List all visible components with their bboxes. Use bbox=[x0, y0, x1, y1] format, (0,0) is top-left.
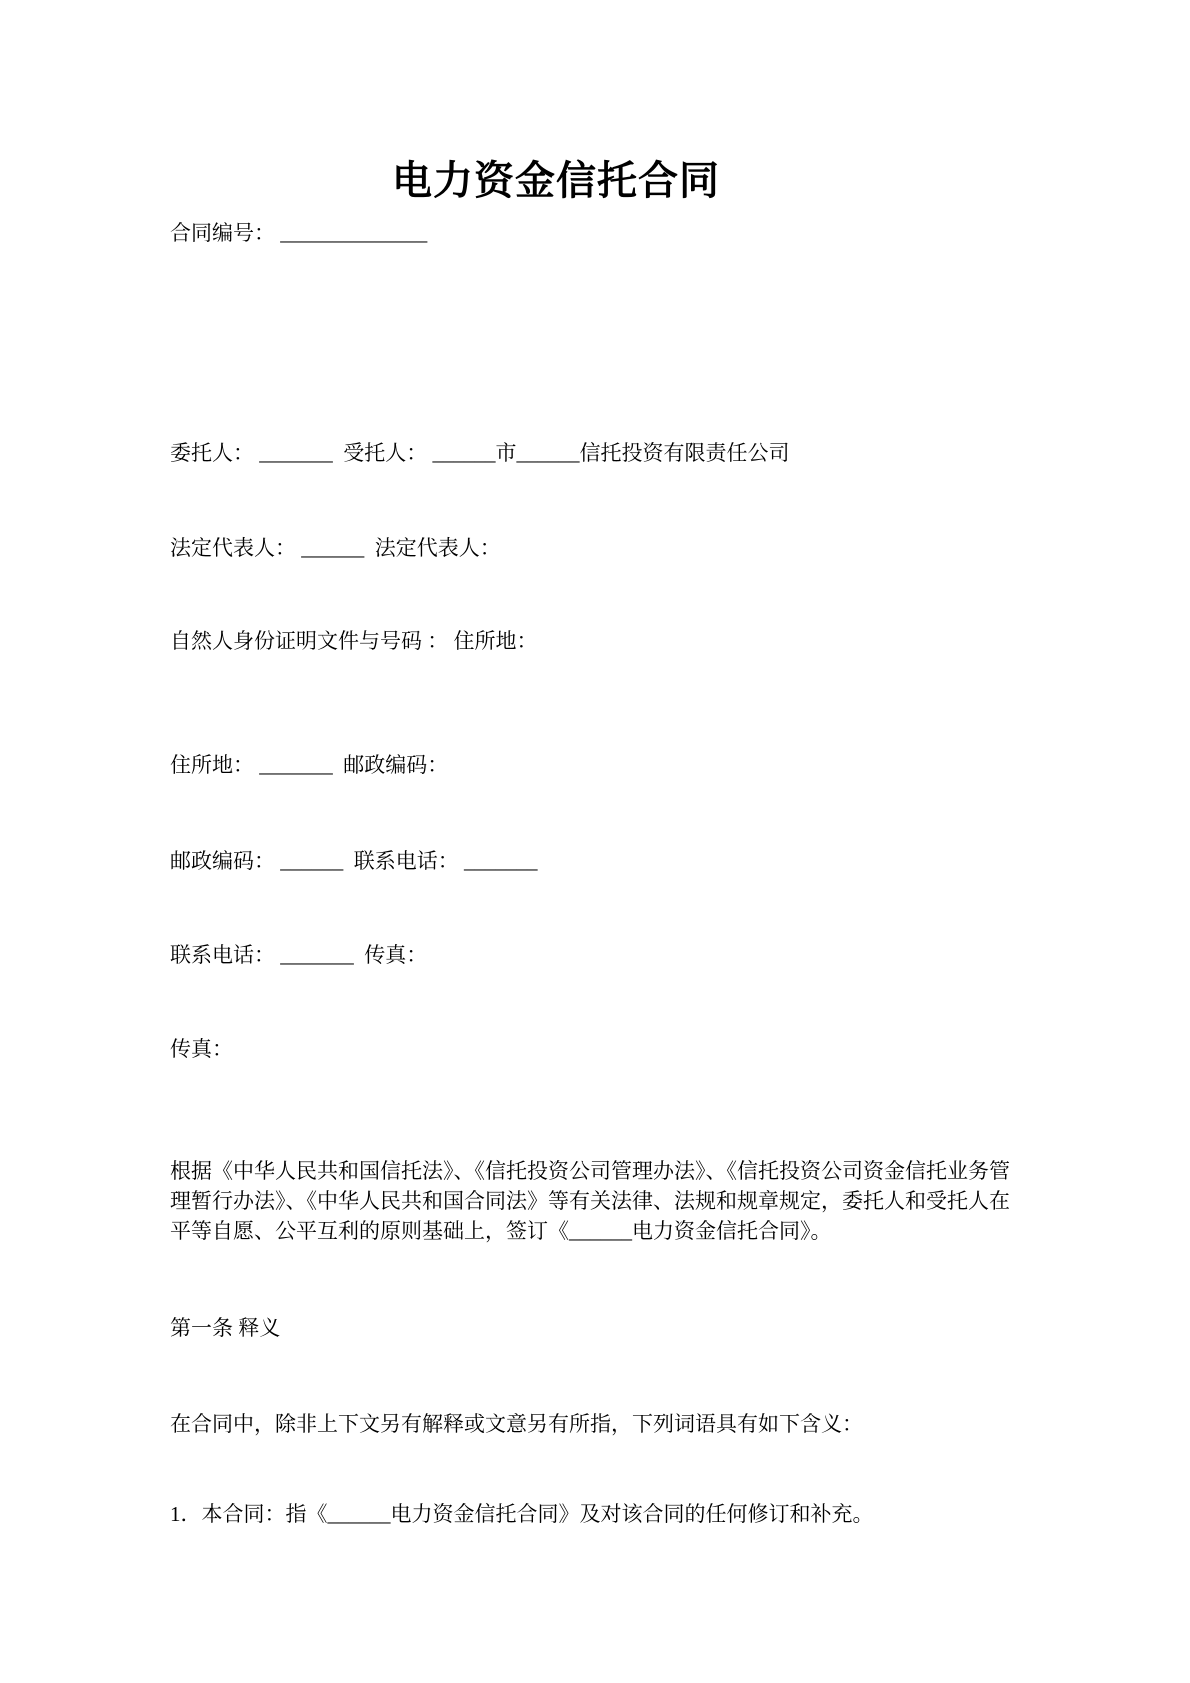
preamble-paragraph: 根据《中华人民共和国信托法》、《信托投资公司管理办法》、《信托投资公司资金信托业务管理暂行办法》、《中华人民共和国合同法》等有关法律、法规和规章规定，委托人和受托人在平等自愿、公平互利的原则基础上，签订《______电力资金信托合同》。 bbox=[170, 1159, 1010, 1243]
party-line: 委托人： _______ 受托人： ______市______信托投资有限责任公司 bbox=[170, 441, 790, 465]
document-title: 电力资金信托合同 bbox=[392, 159, 720, 203]
legal-representative-line: 法定代表人： ______ 法定代表人： bbox=[170, 536, 501, 560]
article-1-heading: 第一条 释义 bbox=[170, 1316, 281, 1340]
address-line: 住所地： _______ 邮政编码： bbox=[170, 753, 449, 777]
postal-code-line: 邮政编码： ______ 联系电话： _______ bbox=[170, 849, 538, 873]
definitions-intro: 在合同中，除非上下文另有解释或文意另有所指，下列词语具有如下含义： bbox=[170, 1412, 863, 1436]
fax-line: 传真： bbox=[170, 1037, 233, 1061]
phone-line: 联系电话： _______ 传真： bbox=[170, 943, 428, 967]
contract-number-line: 合同编号： ______________ bbox=[170, 221, 428, 245]
definition-item-1: 1．本合同：指《______电力资金信托合同》及对该合同的任何修订和补充。 bbox=[170, 1502, 874, 1526]
id-document-line: 自然人身份证明文件与号码 ： 住所地： bbox=[170, 629, 538, 653]
